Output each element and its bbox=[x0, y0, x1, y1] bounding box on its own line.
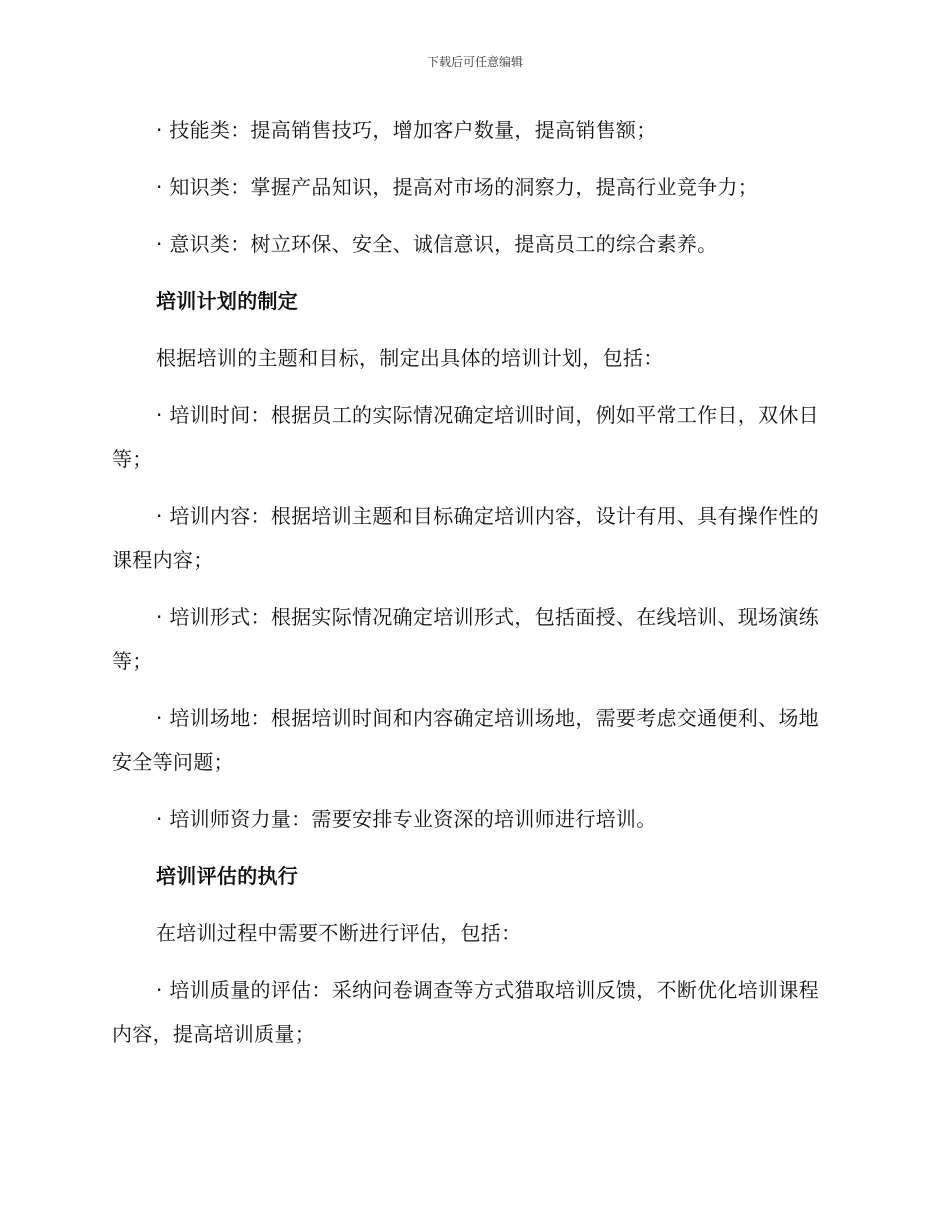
bullet-training-time: · 培训时间：根据员工的实际情况确定培训时间，例如平常工作日，双休日等； bbox=[112, 403, 819, 471]
bullet-training-content: · 培训内容：根据培训主题和目标确定培训内容，设计有用、具有操作性的课程内容； bbox=[112, 504, 819, 572]
bullet-training-trainers: · 培训师资力量：需要安排专业资深的培训师进行培训。 bbox=[156, 807, 657, 831]
bullet-skills: · 技能类：提高销售技巧，增加客户数量，提高销售额； bbox=[156, 118, 657, 142]
bullet-training-quality: · 培训质量的评估：采纳问卷调查等方式猎取培训反馈，不断优化培训课程内容，提高培训质量； bbox=[112, 978, 819, 1046]
bullet-training-format: · 培训形式：根据实际情况确定培训形式，包括面授、在线培训、现场演练等； bbox=[112, 605, 819, 673]
document-body bbox=[112, 108, 822, 1056]
plan-intro: 根据培训的主题和目标，制定出具体的培训计划，包括： bbox=[156, 346, 664, 370]
page-header: 下载后可任意编辑 bbox=[426, 55, 523, 69]
bullet-training-venue: · 培训场地：根据培训时间和内容确定培训场地，需要考虑交通便利、场地安全等问题； bbox=[112, 706, 819, 774]
evaluation-intro: 在培训过程中需要不断进行评估，包括： bbox=[156, 921, 522, 945]
section-heading-plan: 培训计划的制定 bbox=[156, 289, 299, 313]
section-heading-evaluation: 培训评估的执行 bbox=[156, 864, 299, 888]
bullet-knowledge: · 知识类：掌握产品知识，提高对市场的洞察力，提高行业竞争力； bbox=[156, 175, 759, 199]
bullet-awareness: · 意识类：树立环保、安全、诚信意识，提高员工的综合素养。 bbox=[156, 232, 718, 256]
